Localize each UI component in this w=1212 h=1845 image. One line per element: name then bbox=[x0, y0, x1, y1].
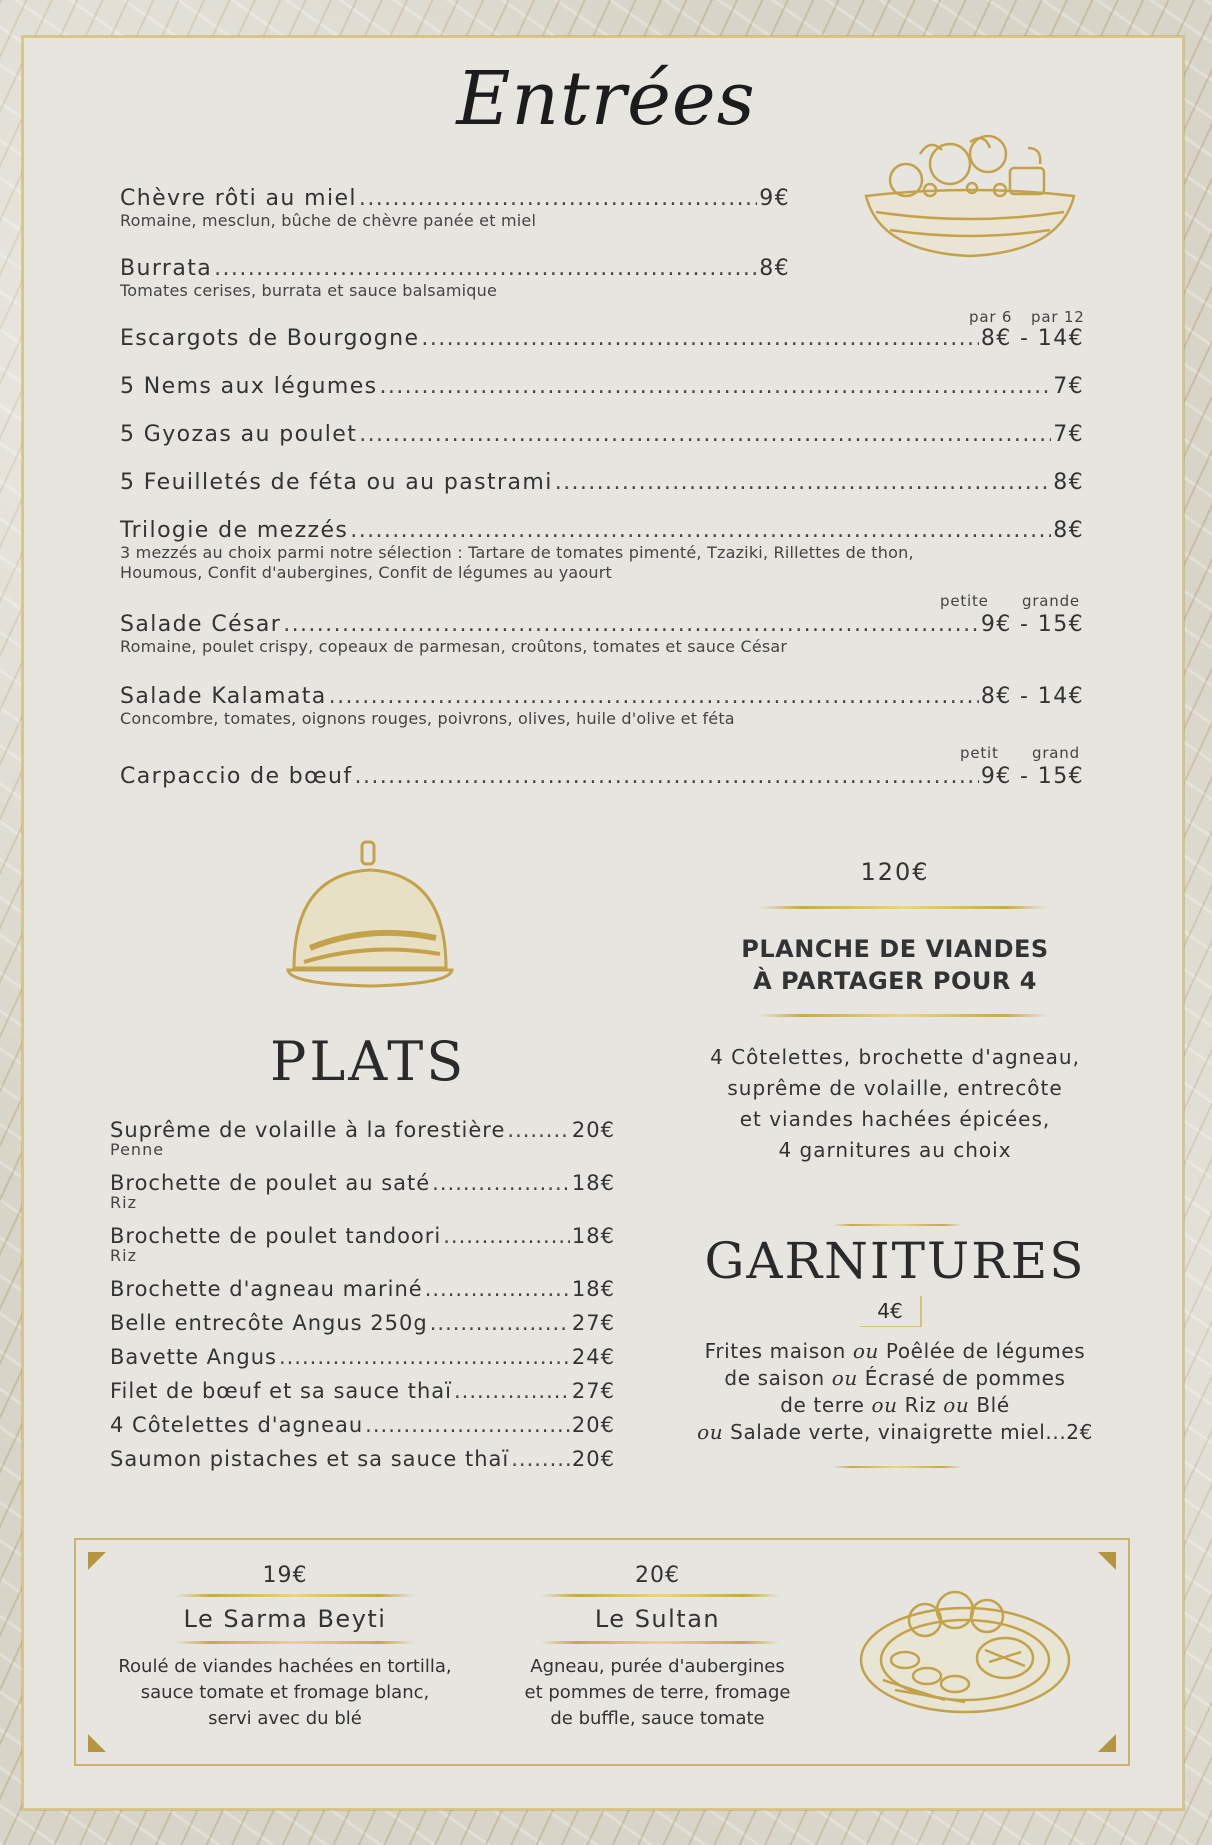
special-name: Le Sarma Beyti bbox=[183, 1605, 387, 1633]
corner-ornament bbox=[88, 1734, 106, 1752]
planche-desc-line: 4 Côtelettes, brochette d'agneau, bbox=[710, 1045, 1080, 1069]
planche-price: 120€ bbox=[860, 858, 930, 886]
entree-item bbox=[120, 764, 1084, 789]
entree-name: Escargots de Bourgogne bbox=[120, 326, 420, 351]
plat-name: Belle entrecôte Angus 250g bbox=[110, 1311, 428, 1335]
planche-desc-line: 4 garnitures au choix bbox=[778, 1138, 1012, 1162]
special-desc-line: de buffle, sauce tomate bbox=[550, 1708, 765, 1729]
plat-item bbox=[110, 1277, 615, 1301]
entree-name: Trilogie de mezzés bbox=[120, 518, 349, 543]
special-desc-line: servi avec du blé bbox=[208, 1708, 362, 1729]
garnitures-price: 4€ bbox=[860, 1296, 922, 1327]
entree-price: 8€ bbox=[1053, 470, 1084, 495]
plat-item bbox=[110, 1311, 615, 1335]
entree-item bbox=[120, 518, 1084, 583]
entree-price: 9€ - 15€ bbox=[980, 764, 1084, 789]
plat-price: 27€ bbox=[571, 1379, 615, 1403]
garniture-text: de terre bbox=[780, 1393, 872, 1417]
planche-desc-line: suprême de volaille, entrecôte bbox=[727, 1076, 1063, 1100]
plat-name: Suprême de volaille à la forestière bbox=[110, 1118, 506, 1142]
plat-item bbox=[110, 1171, 615, 1210]
plat-price: 18€ bbox=[571, 1171, 615, 1195]
planche-title bbox=[720, 933, 1070, 997]
size-label: grande bbox=[1022, 592, 1080, 610]
plats-heading: PLATS bbox=[270, 1030, 467, 1093]
entree-price: 7€ bbox=[1053, 374, 1084, 399]
corner-ornament bbox=[1098, 1552, 1116, 1570]
page-title: Entrées bbox=[456, 56, 756, 142]
entree-price: 7€ bbox=[1053, 422, 1084, 447]
plat-name: Brochette de poulet tandoori bbox=[110, 1224, 442, 1248]
cloche-icon bbox=[280, 838, 460, 998]
plat-item bbox=[110, 1379, 615, 1403]
plat-item bbox=[110, 1345, 615, 1369]
plat-name: Brochette de poulet au saté bbox=[110, 1171, 431, 1195]
gold-divider bbox=[832, 1466, 962, 1468]
entree-item bbox=[120, 326, 1084, 351]
plat-price: 20€ bbox=[571, 1413, 615, 1437]
plat-item bbox=[110, 1447, 615, 1471]
entree-name: Salade César bbox=[120, 612, 282, 637]
entree-name: Carpaccio de bœuf bbox=[120, 764, 353, 789]
special-desc-line: Roulé de viandes hachées en tortilla, bbox=[118, 1656, 452, 1677]
gold-divider bbox=[175, 1594, 415, 1597]
size-labels bbox=[960, 744, 1080, 762]
special-description bbox=[480, 1654, 835, 1732]
size-label: par 6 bbox=[969, 308, 1013, 326]
special-price: 19€ bbox=[262, 1563, 308, 1588]
garniture-text: Frites maison bbox=[704, 1339, 853, 1363]
plat-accompaniment: Penne bbox=[110, 1140, 165, 1159]
size-label: par 12 bbox=[1031, 308, 1085, 326]
entree-item bbox=[120, 684, 1084, 729]
gold-divider bbox=[540, 1594, 780, 1597]
garniture-text: Salade verte, vinaigrette miel...2€ bbox=[723, 1420, 1093, 1444]
garniture-or: ou bbox=[697, 1420, 724, 1444]
special-desc-line: et pommes de terre, fromage bbox=[524, 1682, 791, 1703]
entree-description: Houmous, Confit d'aubergines, Confit de légumes au yaourt bbox=[120, 563, 612, 582]
special-name: Le Sultan bbox=[594, 1605, 721, 1633]
garniture-text: Poêlée de légumes bbox=[878, 1339, 1086, 1363]
entree-name: 5 Gyozas au poulet bbox=[120, 422, 358, 447]
entree-name: 5 Nems aux légumes bbox=[120, 374, 378, 399]
planche-title-line: PLANCHE DE VIANDES bbox=[741, 935, 1049, 963]
plat-item bbox=[110, 1224, 615, 1263]
special-desc-line: Agneau, purée d'aubergines bbox=[530, 1656, 785, 1677]
size-labels bbox=[969, 308, 1085, 326]
gold-divider bbox=[540, 1641, 780, 1644]
entree-price: 9€ - 15€ bbox=[980, 612, 1084, 637]
plat-name: Saumon pistaches et sa sauce thaï bbox=[110, 1447, 510, 1471]
entree-description: Tomates cerises, burrata et sauce balsamique bbox=[120, 281, 497, 300]
size-labels bbox=[940, 592, 1080, 610]
plat-price: 18€ bbox=[571, 1277, 615, 1301]
special-description bbox=[100, 1654, 470, 1732]
gold-divider bbox=[758, 1014, 1048, 1017]
entree-price: 9€ bbox=[759, 186, 790, 211]
planche-title-line: À PARTAGER POUR 4 bbox=[753, 967, 1037, 995]
salad-bowl-icon bbox=[860, 134, 1080, 264]
entree-price: 8€ bbox=[759, 256, 790, 281]
special-item bbox=[100, 1563, 470, 1588]
size-label: petite bbox=[940, 592, 989, 610]
plat-item bbox=[110, 1118, 615, 1157]
plat-name: Bavette Angus bbox=[110, 1345, 277, 1369]
garniture-text: Écrasé de pommes bbox=[857, 1366, 1066, 1390]
garniture-or: ou bbox=[871, 1393, 898, 1417]
plat-item bbox=[110, 1413, 615, 1437]
entree-description: Romaine, mesclun, bûche de chèvre panée et miel bbox=[120, 211, 537, 230]
plat-name: 4 Côtelettes d'agneau bbox=[110, 1413, 364, 1437]
size-label: petit bbox=[960, 744, 999, 762]
plat-price: 20€ bbox=[571, 1447, 615, 1471]
entree-name: Salade Kalamata bbox=[120, 684, 327, 709]
entree-price: 8€ - 14€ bbox=[980, 326, 1084, 351]
entree-item bbox=[120, 470, 1084, 495]
plat-accompaniment: Riz bbox=[110, 1246, 137, 1265]
entree-item bbox=[120, 256, 790, 301]
entree-name: 5 Feuilletés de féta ou au pastrami bbox=[120, 470, 553, 495]
special-price: 20€ bbox=[635, 1563, 680, 1588]
special-item bbox=[480, 1563, 835, 1588]
entree-price: 8€ bbox=[1053, 518, 1084, 543]
garnitures-description bbox=[690, 1338, 1100, 1446]
garnitures-heading: GARNITURES bbox=[704, 1232, 1086, 1290]
entree-description: Romaine, poulet crispy, copeaux de parmesan, croûtons, tomates et sauce César bbox=[120, 637, 788, 656]
garniture-text: Blé bbox=[969, 1393, 1010, 1417]
plat-name: Filet de bœuf et sa sauce thaï bbox=[110, 1379, 452, 1403]
garniture-or: ou bbox=[831, 1366, 858, 1390]
gold-divider bbox=[832, 1224, 962, 1226]
gold-divider bbox=[758, 906, 1048, 909]
garniture-or: ou bbox=[943, 1393, 970, 1417]
entree-item bbox=[120, 422, 1084, 447]
plat-price: 20€ bbox=[571, 1118, 615, 1142]
corner-ornament bbox=[1098, 1734, 1116, 1752]
size-label: grand bbox=[1032, 744, 1080, 762]
plat-accompaniment: Riz bbox=[110, 1193, 137, 1212]
entree-item bbox=[120, 374, 1084, 399]
plat-name: Brochette d'agneau mariné bbox=[110, 1277, 423, 1301]
plat-price: 24€ bbox=[571, 1345, 615, 1369]
garniture-text: de saison bbox=[724, 1366, 832, 1390]
planche-desc-line: et viandes hachées épicées, bbox=[739, 1107, 1051, 1131]
garniture-text: Riz bbox=[897, 1393, 944, 1417]
entree-description: Concombre, tomates, oignons rouges, poivrons, olives, huile d'olive et féta bbox=[120, 709, 735, 728]
entree-name: Chèvre rôti au miel bbox=[120, 186, 357, 211]
plat-price: 18€ bbox=[571, 1224, 615, 1248]
gold-divider bbox=[175, 1641, 415, 1644]
special-desc-line: sauce tomate et fromage blanc, bbox=[140, 1682, 430, 1703]
plat-price: 27€ bbox=[571, 1311, 615, 1335]
entree-item bbox=[120, 186, 790, 231]
entree-name: Burrata bbox=[120, 256, 213, 281]
garniture-or: ou bbox=[852, 1339, 879, 1363]
entree-description: 3 mezzés au choix parmi notre sélection : Tartare de tomates pimenté, Tzaziki, Rillettes de thon, bbox=[120, 543, 914, 562]
planche-description bbox=[690, 1042, 1100, 1166]
entree-item bbox=[120, 612, 1084, 657]
entree-price: 8€ - 14€ bbox=[980, 684, 1084, 709]
plate-icon bbox=[855, 1580, 1075, 1720]
